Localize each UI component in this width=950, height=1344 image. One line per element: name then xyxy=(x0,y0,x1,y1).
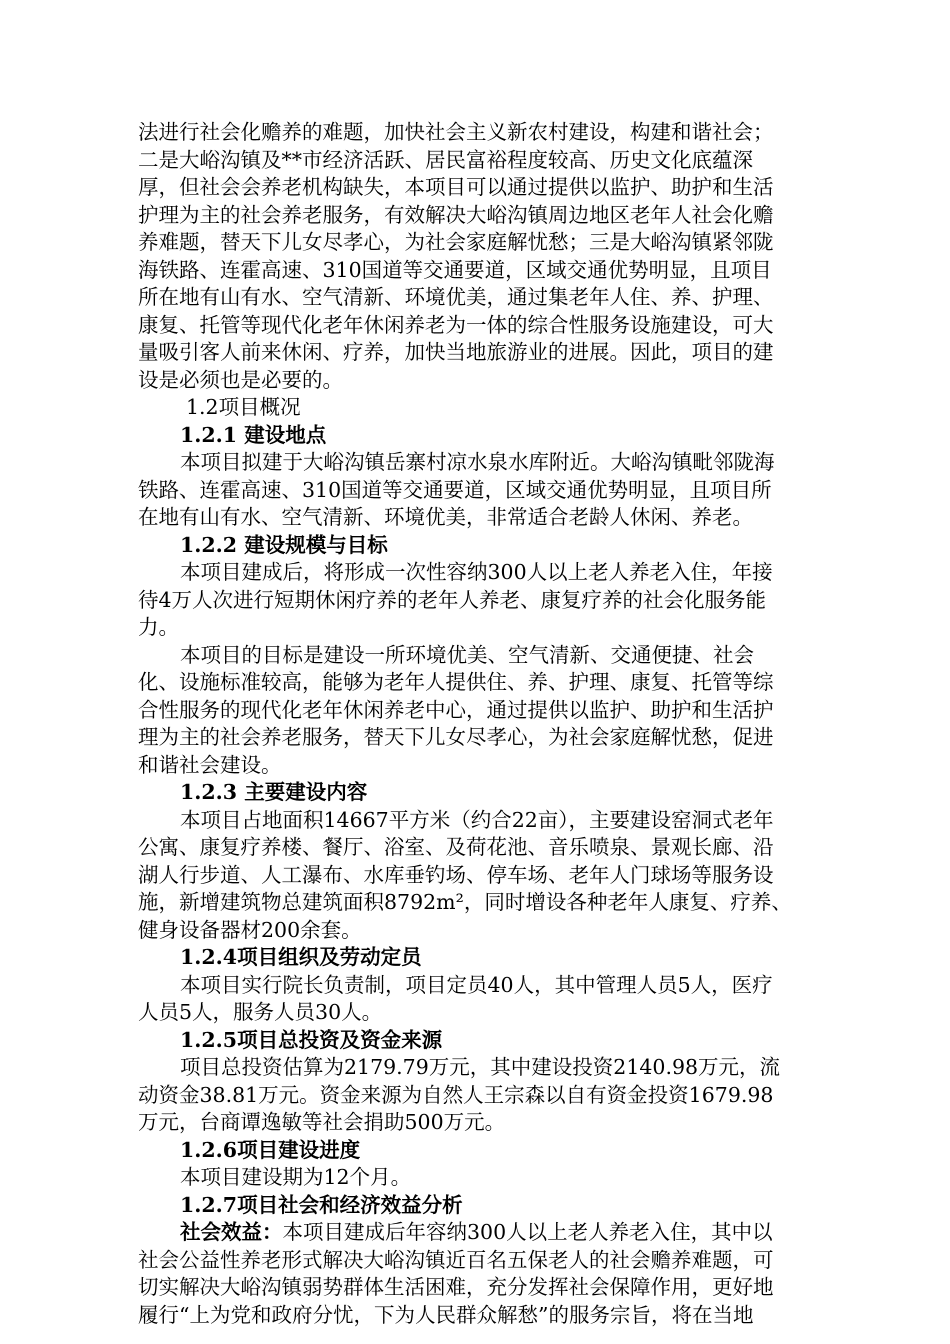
text-line: 在地有山有水、空气清新、环境优美，非常适合老龄人休闲、养老。 xyxy=(138,505,753,529)
paragraph-1-2-1 xyxy=(138,449,838,532)
text-line: 万元，台商谭逸敏等社会捐助500万元。 xyxy=(138,1110,506,1134)
paragraph-1-2-3 xyxy=(138,807,838,945)
text-line: 履行“上为党和政府分忧，下为人民群众解愁”的服务宗旨，将在当地 xyxy=(138,1302,754,1327)
section-heading-1-2-6: 1.2.6项目建设进度 xyxy=(180,1137,361,1162)
text-line: 二是大峪沟镇及**市经济活跃、居民富裕程度较高、历史文化底蕴深 xyxy=(138,147,753,172)
text-line: 人员5人，服务人员30人。 xyxy=(138,1000,383,1024)
text-line: 法进行社会化赡养的难题，加快社会主义新农村建设，构建和谐社会； xyxy=(138,120,774,144)
section-heading-1-2-3: 1.2.3 主要建设内容 xyxy=(180,780,368,804)
paragraph-1-2-7 xyxy=(138,1219,838,1329)
text-line: 本项目建设期为12个月。 xyxy=(180,1165,412,1189)
paragraph-1-2-2b xyxy=(138,642,838,780)
text-line: 护理为主的社会养老服务，有效解决大峪沟镇周边地区老年人社会化赡 xyxy=(138,202,774,227)
section-heading-1-2-5: 1.2.5项目总投资及资金来源 xyxy=(180,1027,443,1052)
document-page xyxy=(138,119,838,1329)
section-heading-1-2-2: 1.2.2 建设规模与目标 xyxy=(180,532,388,557)
text-line: 量吸引客人前来休闲、疗养，加快当地旅游业的进展。因此，项目的建 xyxy=(138,340,774,364)
text-line xyxy=(138,1219,838,1247)
paragraph-1-2-4 xyxy=(138,972,838,1027)
text-line: 社会公益性养老形式解决大峪沟镇近百名五保老人的社会赡养难题，可 xyxy=(138,1247,774,1272)
text-line: 施，新增建筑物总建筑面积8792m²，同时增设各种老年人康复、疗养、 xyxy=(138,890,792,914)
section-heading-1-2-7: 1.2.7项目社会和经济效益分析 xyxy=(180,1192,463,1217)
text-line: 力。 xyxy=(138,615,179,639)
text-line: 化、设施标准较高，能够为老年人提供住、养、护理、康复、托管等综 xyxy=(138,670,774,694)
text-line: 合性服务的现代化老年休闲养老中心，通过提供以监护、助护和生活护 xyxy=(138,697,774,722)
paragraph-1-2-5 xyxy=(138,1054,838,1137)
text-line: 养难题，替天下儿女尽孝心，为社会家庭解忧愁；三是大峪沟镇紧邻陇 xyxy=(138,230,774,254)
intro-paragraph xyxy=(138,119,838,394)
social-benefit-label: 社会效益： xyxy=(180,1220,283,1244)
text-line: 所在地有山有水、空气清新、环境优美，通过集老年人住、养、护理、 xyxy=(138,285,774,309)
text-line: 理为主的社会养老服务，替天下儿女尽孝心，为社会家庭解忧愁，促进 xyxy=(138,725,774,749)
text-line: 切实解决大峪沟镇弱势群体生活困难，充分发挥社会保障作用，更好地 xyxy=(138,1275,774,1299)
section-heading-1-2: 1.2项目概况 xyxy=(186,395,301,419)
text-line: 海铁路、连霍高速、310国道等交通要道，区域交通优势明显，且项目 xyxy=(138,257,772,282)
text-line: 待4万人次进行短期休闲疗养的老年人养老、康复疗养的社会化服务能 xyxy=(138,587,767,612)
text-line: 健身设备器材200余套。 xyxy=(138,917,362,942)
text-line: 本项目的目标是建设一所环境优美、空气清新、交通便捷、社会 xyxy=(180,642,754,667)
section-heading-1-2-4: 1.2.4项目组织及劳动定员 xyxy=(180,945,422,969)
text-line: 本项目建成后，将形成一次性容纳300人以上老人养老入住，年接 xyxy=(180,560,773,584)
text-line: 本项目占地面积14667平方米（约合22亩），主要建设窑洞式老年 xyxy=(180,807,774,832)
text-line: 铁路、连霍高速、310国道等交通要道，区域交通优势明显，且项目所 xyxy=(138,477,772,502)
text-line: 本项目拟建于大峪沟镇岳寨村凉水泉水库附近。大峪沟镇毗邻陇海 xyxy=(180,450,775,474)
text-line: 项目总投资估算为2179.79万元，其中建设投资2140.98万元，流 xyxy=(180,1055,781,1079)
text-line: 康复、托管等现代化老年休闲养老为一体的综合性服务设施建设，可大 xyxy=(138,312,774,337)
text-line: 设是必须也是必要的。 xyxy=(138,367,343,392)
text-line: 本项目实行院长负责制，项目定员40人，其中管理人员5人，医疗 xyxy=(180,972,773,997)
text-line: 和谐社会建设。 xyxy=(138,752,282,777)
paragraph-1-2-2a xyxy=(138,559,838,642)
text-line: 湖人行步道、人工瀑布、水库垂钓场、停车场、老年人门球场等服务设 xyxy=(138,862,774,887)
text-line: 公寓、康复疗养楼、餐厅、浴室、及荷花池、音乐喷泉、景观长廊、沿 xyxy=(138,835,774,859)
paragraph-1-2-6 xyxy=(138,1164,838,1192)
section-heading-1-2-1: 1.2.1 建设地点 xyxy=(180,422,327,447)
text-line: 动资金38.81万元。资金来源为自然人王宗森以自有资金投资1679.98 xyxy=(138,1082,774,1107)
text-line: 厚，但社会会养老机构缺失，本项目可以通过提供以监护、助护和生活 xyxy=(138,175,774,199)
text-segment: 本项目建成后年容纳300人以上老人养老入住，其中以 xyxy=(282,1220,773,1244)
